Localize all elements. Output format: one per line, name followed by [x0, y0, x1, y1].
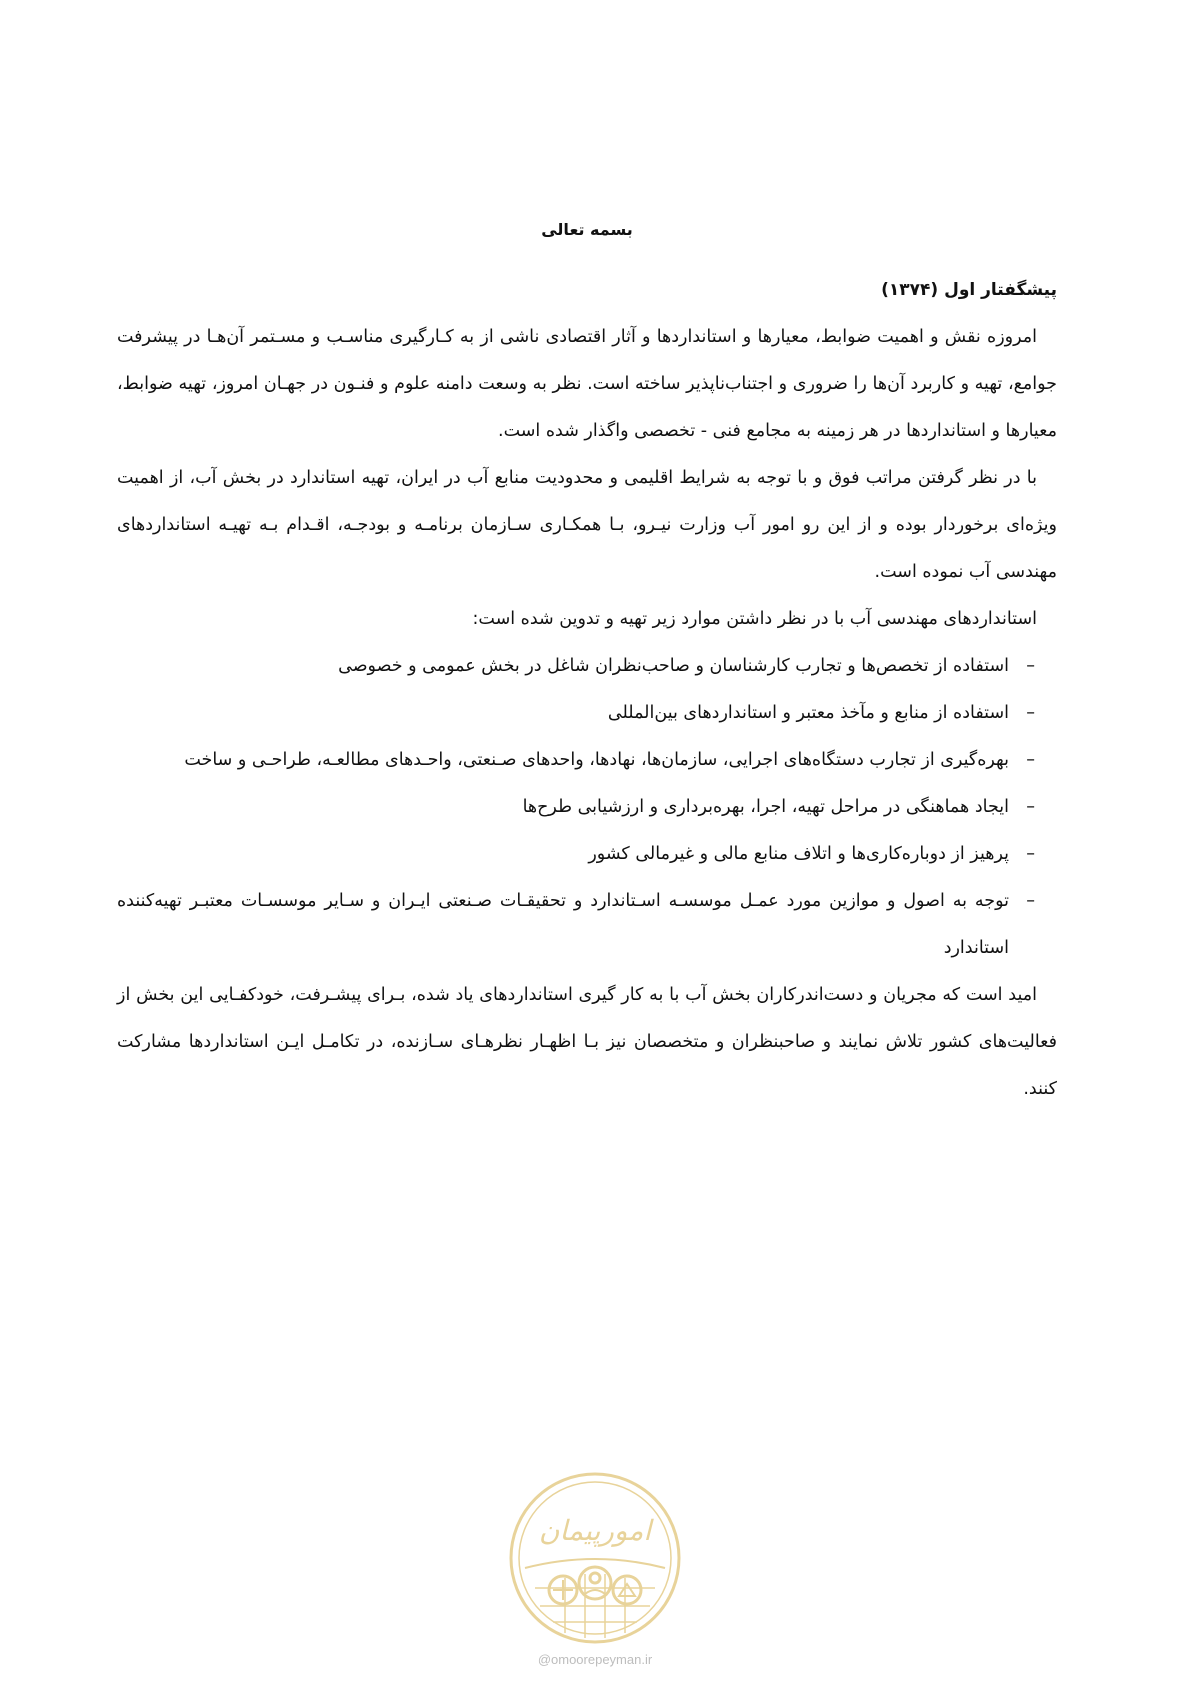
foreword-content — [117, 210, 1057, 1113]
list-item — [117, 643, 1035, 690]
paragraph-3: استانداردهای مهندسی آب با در نظر داشتن موارد زیر تهیه و تدوین شده است: — [472, 609, 1037, 629]
seal-lettering: امورپیمان — [538, 1514, 652, 1547]
list-bullet: – — [1026, 797, 1035, 817]
list-item-text: پرهیز از دوباره‌کاری‌ها و اتلاف منابع مالی و غیرمالی کشور — [588, 844, 1009, 864]
closing-paragraph: امید است که مجریان و دست‌اندرکاران بخش آب با به کار گیری استانداردهای یاد شده، بـرای پیشـرفت، خودکفـایی این بخش از فعالیت‌های کشور تلاش نمایند و صاحبنظران و متخصصان نیز بـا اظهـار نظرهـای سـازنده، در تکامـل ایـن استانداردها مشارکت کنند. — [117, 985, 1057, 1099]
list-item — [117, 831, 1035, 878]
foreword-title: پیشگفتار اول (۱۳۷۴) — [881, 280, 1057, 300]
list-item-text: ایجاد هماهنگی در مراحل تهیه، اجرا، بهره‌برداری و ارزشیابی طرح‌ها — [522, 797, 1009, 817]
list-item — [117, 784, 1035, 831]
list-item-text: استفاده از منابع و مآخذ معتبر و استانداردهای بین‌المللی — [607, 703, 1009, 723]
list-bullet: – — [1026, 656, 1035, 676]
list-bullet: – — [1026, 844, 1035, 864]
list-item-text: بهره‌گیری از تجارب دستگاه‌های اجرایی، سازمان‌ها، نهادها، واحدهای صـنعتی، واحـدهای مطالعـه، طراحـی و ساخت — [184, 750, 1009, 770]
list-item — [117, 878, 1035, 972]
list-item — [117, 737, 1035, 784]
website-watermark: @omoorepeyman.ir — [537, 1652, 653, 1667]
list-item-text: استفاده از تخصص‌ها و تجارب کارشناسان و صاحب‌نظران شاغل در بخش عمومی و خصوصی — [338, 656, 1009, 676]
list-item — [117, 690, 1035, 737]
bismillah-heading: بسمه تعالی — [541, 220, 633, 239]
watermark-seal-logo — [505, 1468, 685, 1648]
paragraph-1: امروزه نقش و اهمیت ضوابط، معیارها و استانداردها و آثار اقتصادی ناشی از به کـارگیری مناسـب و مسـتمر آن‌هـا در پیشرفت جوامع، تهیه و کاربرد آن‌ها را ضروری و اجتناب‌ناپذیر ساخته است. نظر به وسعت دامنه علوم و فنـون در جهـان امروز، تهیه ضوابط، معیارها و استانداردها در هر زمینه به مجامع فنی - تخصصی واگذار شده است. — [117, 327, 1057, 441]
list-bullet: – — [1026, 703, 1035, 723]
list-bullet: – — [1026, 750, 1035, 770]
list-item-text: توجه به اصول و موازین مورد عمـل موسسـه اسـتاندارد و تحقیقـات صـنعتی ایـران و سـایر موسسـات معتبـر تهیه‌کننده استاندارد — [117, 891, 1009, 958]
criteria-list — [117, 643, 1057, 972]
list-bullet: – — [1026, 891, 1035, 911]
paragraph-2: با در نظر گرفتن مراتب فوق و با توجه به شرایط اقلیمی و محدودیت منابع آب در ایران، تهیه استاندارد در بخش آب، از اهمیت ویژه‌ای برخوردار بوده و از این رو امور آب وزارت نیـرو، بـا همکـاری سـازمان برنامـه و بودجـه، اقـدام بـه تهیـه استانداردهای مهندسی آب نموده است. — [117, 468, 1057, 582]
